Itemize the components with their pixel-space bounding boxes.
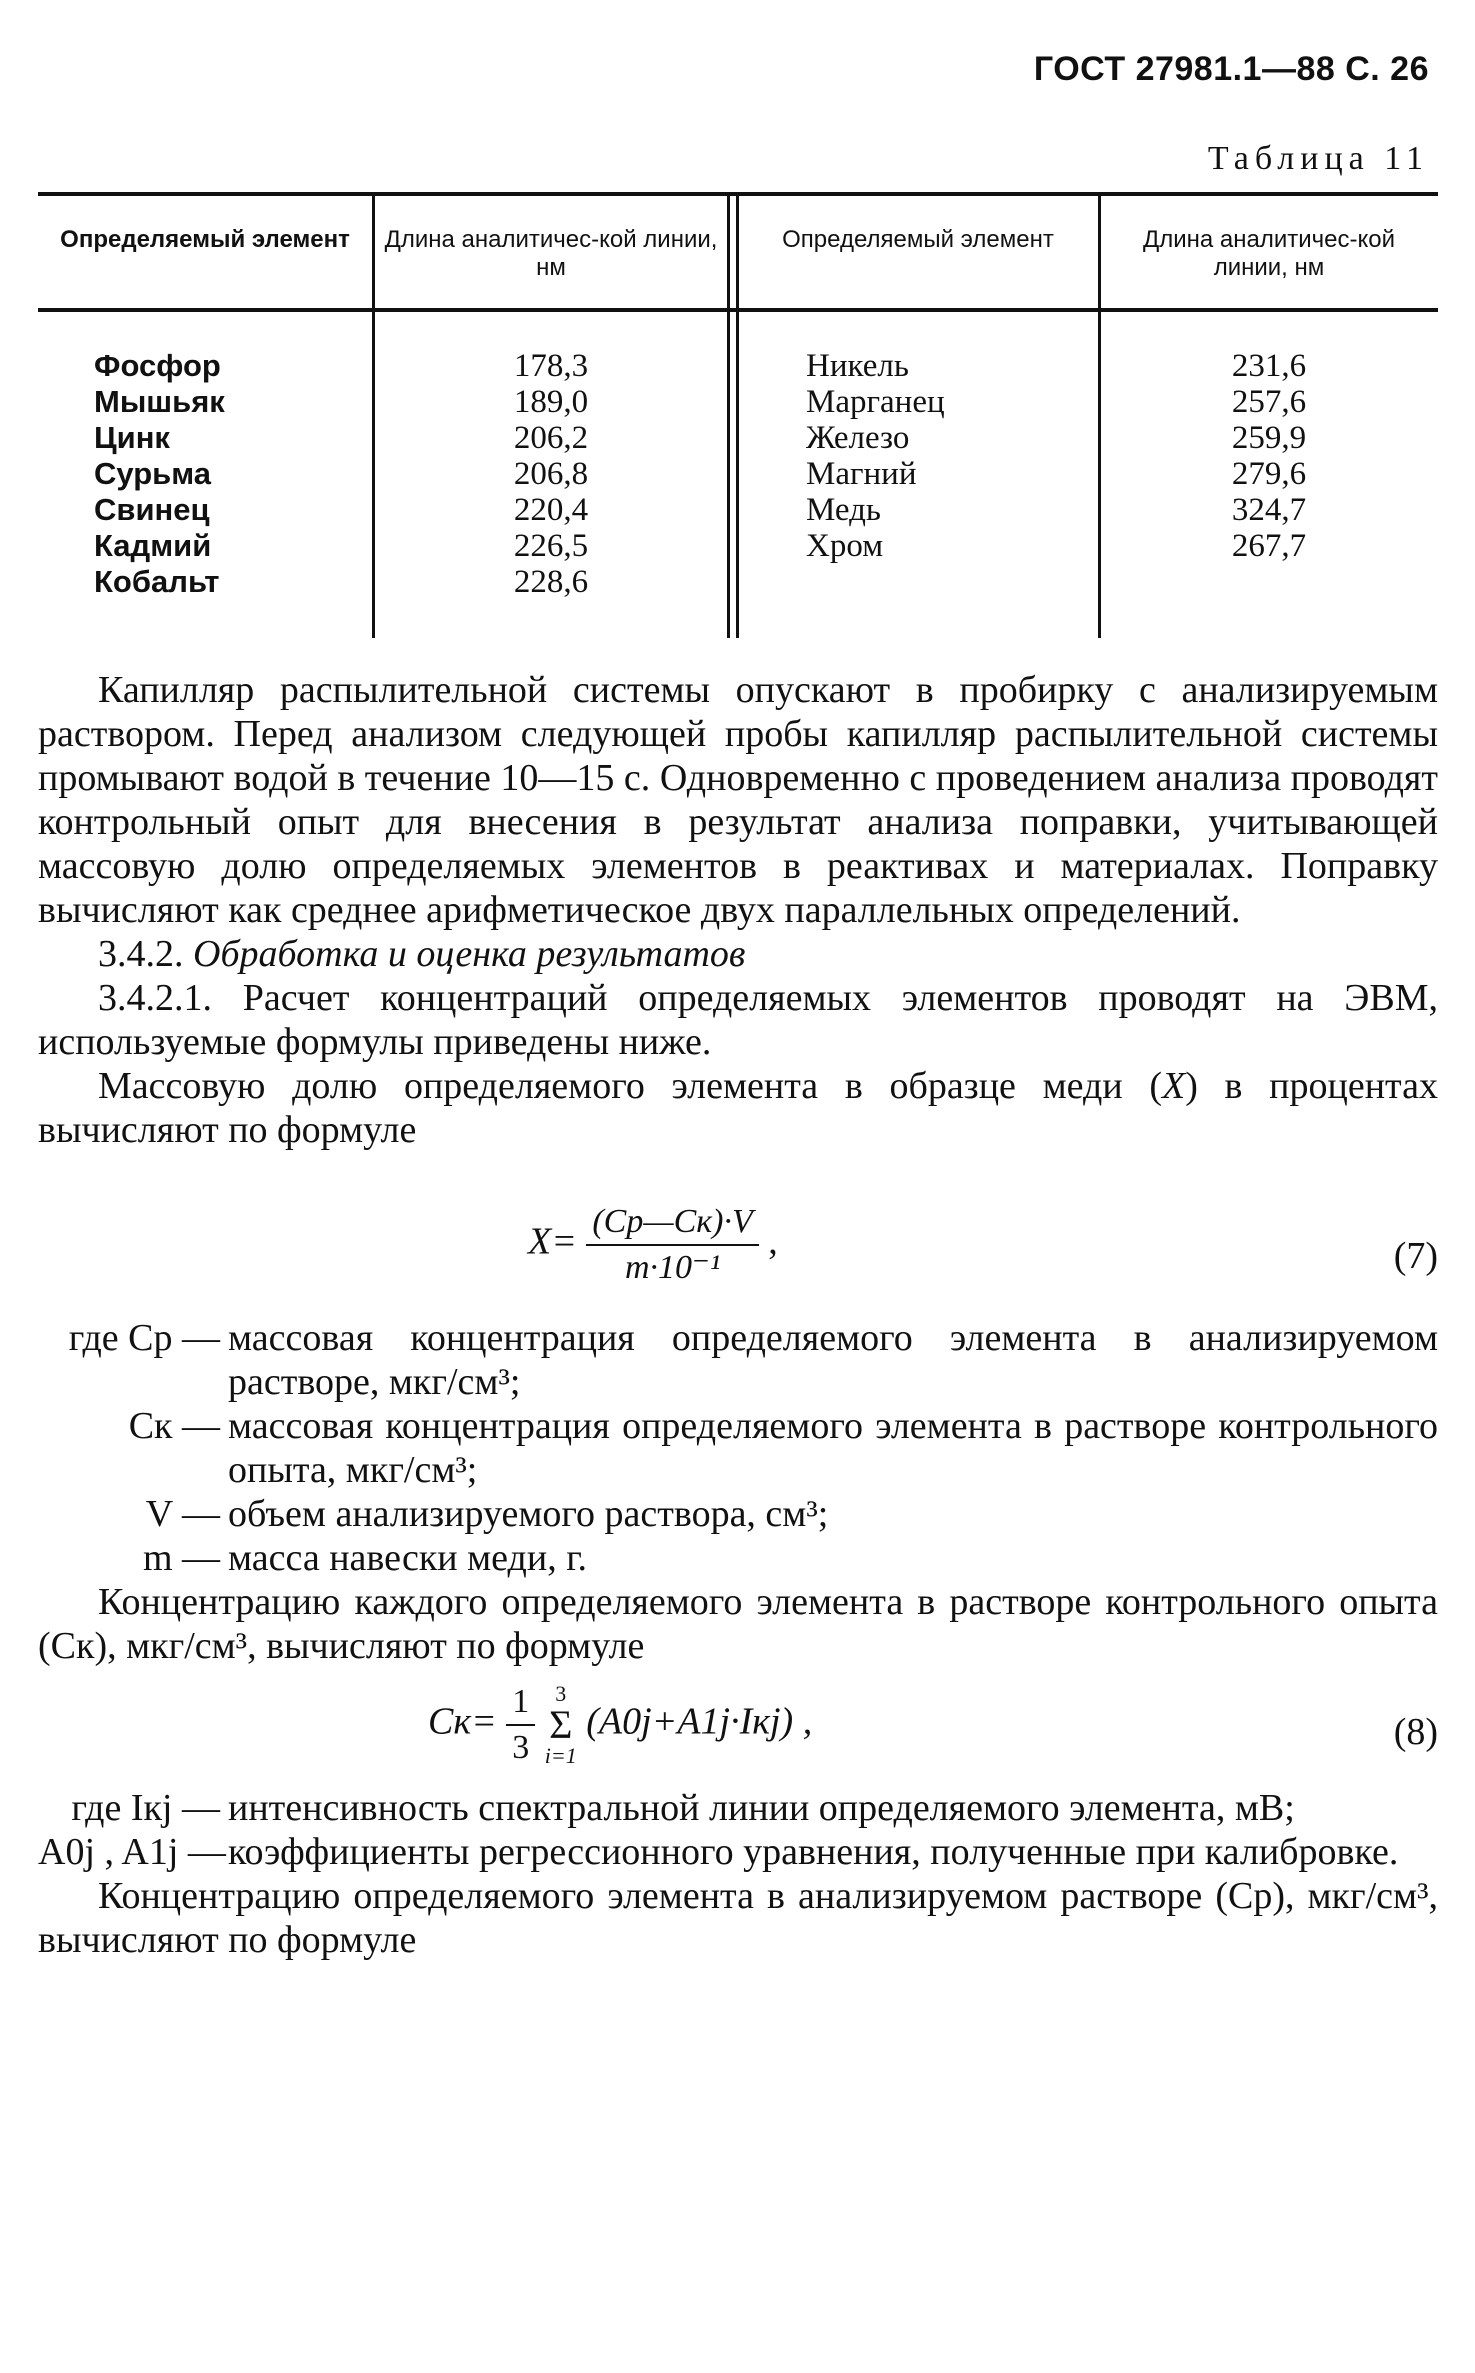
definition-text: массовая концентрация определяемого элемента в растворе контрольного опыта, мкг/см³; [228,1405,1438,1491]
table-cell: Марганец [806,384,945,420]
formula-comma: , [768,1220,778,1263]
table-header-element: Определяемый элемент [782,226,1054,253]
table-cell: Мышьяк [94,384,225,419]
formula-lhs: Cк= [428,1700,497,1743]
formula-lhs: X= [528,1220,577,1263]
table-cell: 324,7 [1231,492,1307,528]
definition-text: объем анализируемого раствора, см³; [228,1493,829,1535]
definition [38,1830,1438,1874]
fraction-denominator: 3 [512,1729,530,1766]
table-cell: 226,5 [513,528,589,564]
data-table [38,188,1438,638]
table-cell: 189,0 [513,384,589,420]
table-cell: 206,2 [513,420,589,456]
definition-text: коэффициенты регрессионного уравнения, полученные при калибровке. [228,1831,1399,1873]
table-cell: Медь [806,492,881,528]
table-cell: 231,6 [1231,348,1307,384]
definition-symbol: A0j , A1j — [38,1831,226,1873]
fraction [506,1682,535,1768]
left-values-column [384,348,718,600]
table-cell: Сурьма [94,456,211,491]
table-cell: 267,7 [1231,528,1307,564]
definition [38,1492,1438,1536]
section-title: Обработка и оценка результатов [193,933,746,975]
table-double-divider [736,196,739,638]
formula-number: (7) [1393,1235,1438,1277]
body-text [38,668,1438,1962]
table-caption: Таблица 11 [1207,140,1429,177]
definition [38,1536,1438,1580]
paragraph: Концентрацию определяемого элемента в анализируемом растворе (Cр), мкг/см³, вычисляют по формуле [38,1875,1438,1961]
table-col-divider [372,196,375,308]
definition [38,1316,1438,1404]
table-cell: Фосфор [94,348,221,383]
table-col-divider [1098,196,1101,308]
table-cell: 228,6 [513,564,589,600]
table-cell: Цинк [94,420,170,455]
definition [38,1404,1438,1492]
formula-body: (A0j+A1j·Iкj) , [586,1700,813,1743]
variable: X [1162,1065,1186,1107]
table-col-divider [1098,312,1101,638]
sum-symbol: Σ [549,1702,573,1747]
table-cell: Никель [806,348,909,384]
table-cell: 220,4 [513,492,589,528]
paragraph: 3.4.2.1. Расчет концентраций определяемых элементов проводят на ЭВМ, используемые формулы приведены ниже. [38,977,1438,1063]
table-double-divider [727,196,730,638]
definition-symbol: m — [142,1537,220,1579]
left-elements-column [94,348,225,600]
definition-symbol: V — [145,1493,220,1535]
running-header: ГОСТ 27981.1—88 С. 26 [1033,50,1429,88]
table-cell: 206,8 [513,456,589,492]
formula-number: (8) [1393,1711,1438,1753]
paragraph [38,1064,1438,1152]
definition-symbol: где Iкj — [71,1787,220,1829]
fraction-numerator: 1 [506,1682,535,1726]
table-header-wavelength: Длина аналитичес-кой линии, нм [1142,226,1396,281]
table-cell: Железо [806,420,910,456]
definition-symbol: Cк — [128,1405,220,1447]
right-elements-column [806,348,945,564]
table-col-divider [372,312,375,638]
paragraph: Концентрацию каждого определяемого элемента в растворе контрольного опыта (Cк), мкг/см³, вычисляют по формуле [38,1581,1438,1667]
table-header-element: Определяемый элемент [60,226,350,253]
table-cell: 259,9 [1231,420,1307,456]
table-cell: Хром [806,528,884,564]
definition-symbol: где Cр — [68,1317,220,1359]
sum-lower: i=1 [544,1743,577,1768]
definitions-8 [38,1786,1438,1874]
fraction-numerator: (Cр—Cк)·V [586,1202,758,1246]
table-cell: 279,6 [1231,456,1307,492]
table-header-wavelength: Длина аналитичес-кой линии, нм [384,226,718,281]
fraction [586,1202,758,1288]
table-cell: 257,6 [1231,384,1307,420]
table-cell: Свинец [94,492,210,527]
table-cell: Кобальт [94,564,220,599]
table-cell: Кадмий [94,528,212,563]
fraction-denominator: m·10⁻¹ [624,1249,721,1286]
table-cell: 178,3 [513,348,589,384]
sum-upper: 3 [555,1681,567,1706]
paragraph-text: Массовую долю определяемого элемента в образце меди ( [98,1065,1162,1107]
definitions-7 [38,1316,1438,1580]
summation [545,1682,577,1768]
formula-7 [38,1192,1438,1312]
section-heading [38,932,1438,976]
paragraph-text: ) в процентах вычисляют по формуле [38,1065,1438,1151]
definition-text: массовая концентрация определяемого элемента в анализируемом растворе, мкг/см³; [228,1317,1438,1403]
definition-text: масса навески меди, г. [228,1537,587,1579]
table-cell: Магний [806,456,917,492]
definition [38,1786,1438,1830]
section-number: 3.4.2. [98,933,184,975]
right-values-column [1110,348,1428,564]
definition-text: интенсивность спектральной линии определяемого элемента, мВ; [228,1787,1295,1829]
paragraph: Капилляр распылительной системы опускают в пробирку с анализируемым раствором. Перед анализом следующей пробы капилляр распылительной системы промывают водой в течение 10—15 с. Одновременно с проведением анализа проводят контрольный опыт для внесения в результат анализа поправки, учитывающей массовую долю определяемых элементов в реактивах и материалах. Поправку вычисляют как среднее арифметическое двух параллельных определений. [38,669,1438,931]
formula-8 [38,1676,1438,1786]
